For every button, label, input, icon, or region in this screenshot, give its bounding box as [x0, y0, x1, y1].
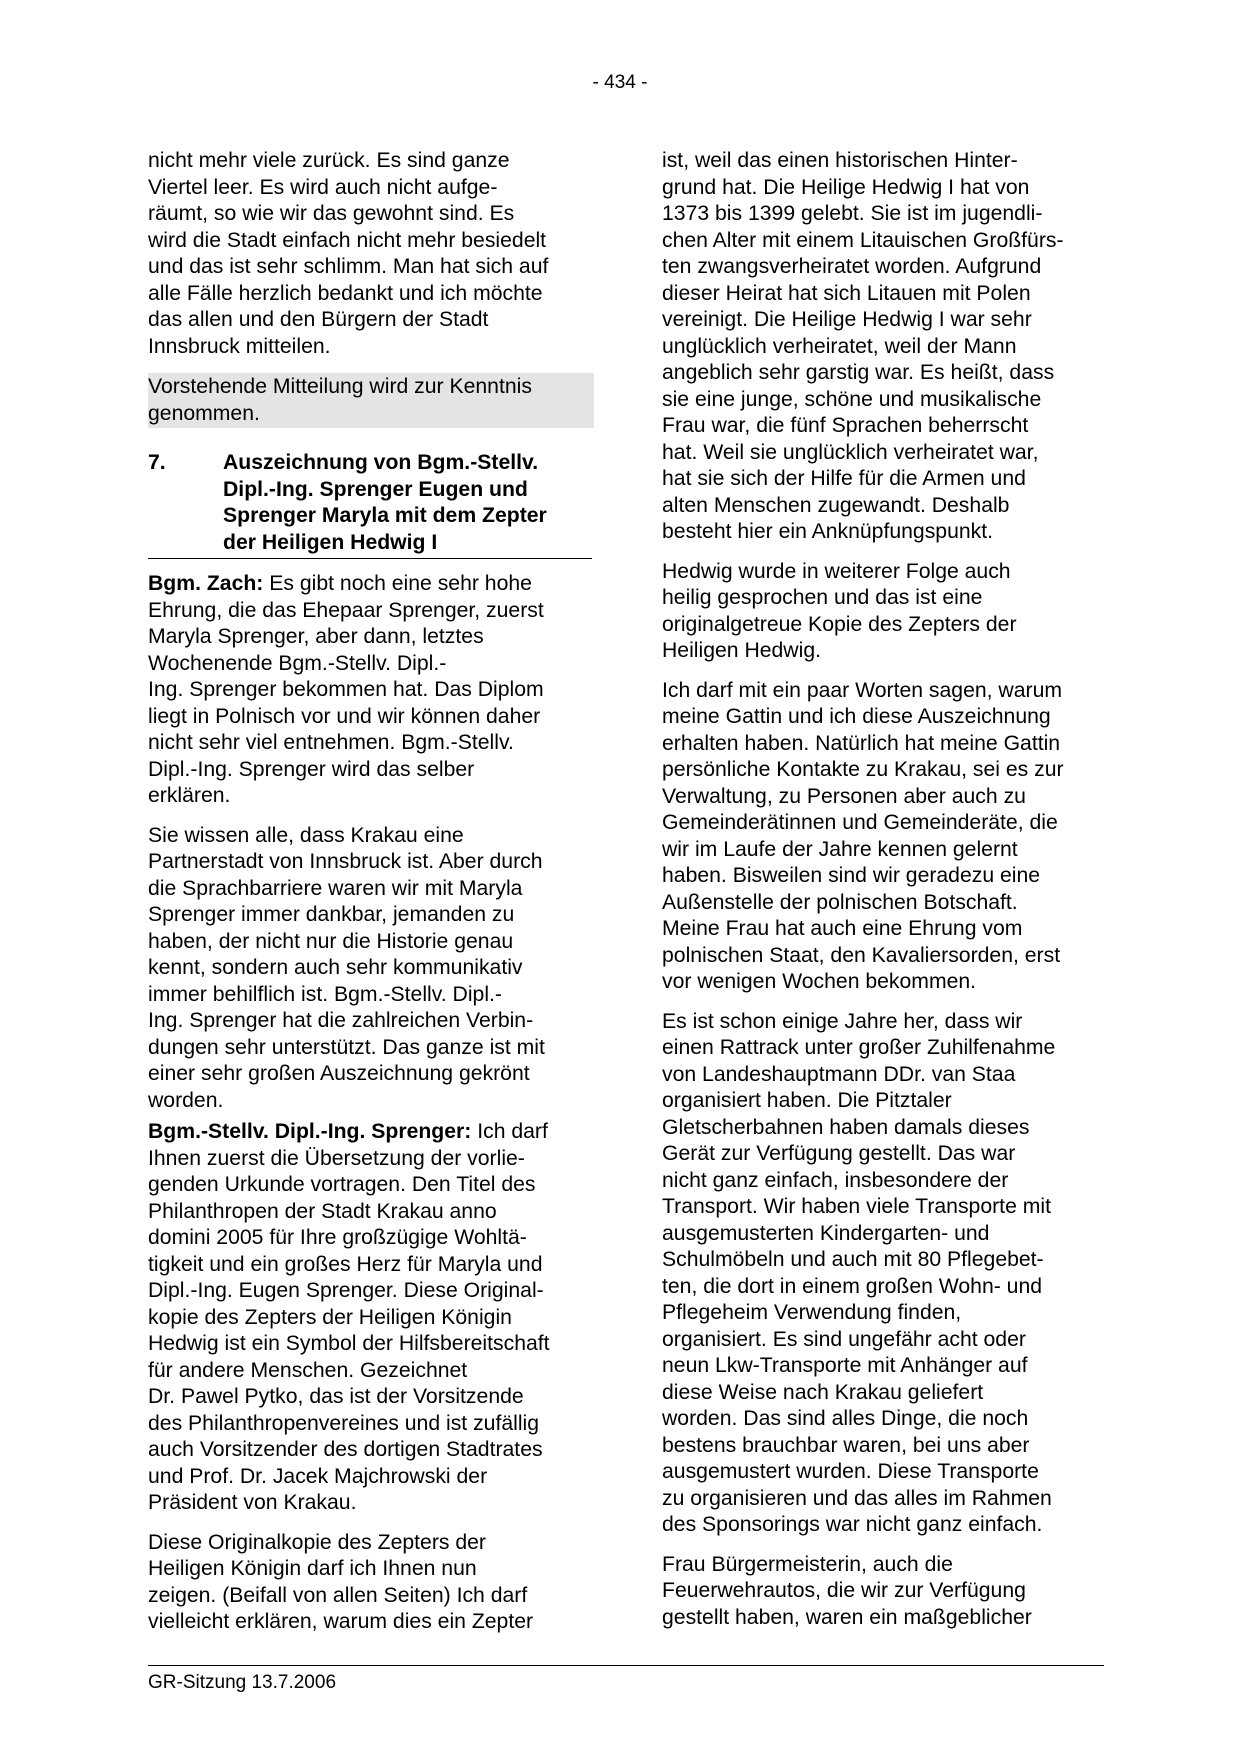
title-line: der Heiligen Hedwig I: [223, 530, 438, 554]
text-line: Sprenger immer dankbar, jemanden zu: [148, 903, 515, 926]
right-column: [662, 148, 1106, 1644]
text-line: Transport. Wir haben viele Transporte mit: [662, 1195, 1051, 1218]
text-line: Gemeinderätinnen und Gemeinderäte, die: [662, 811, 1058, 834]
text-line: zeigen. (Beifall von allen Seiten) Ich darf: [148, 1583, 528, 1607]
speech-zach: [148, 571, 592, 810]
text-line: Hedwig ist ein Symbol der Hilfsbereitschaft: [148, 1332, 550, 1355]
text-line: worden. Das sind alles Dinge, die noch: [662, 1407, 1029, 1430]
text-line: originalgetreue Kopie des Zepters der: [662, 612, 1017, 636]
text-line: Frau Bürgermeisterin, auch die: [662, 1552, 953, 1576]
agenda-item-title: [223, 450, 592, 556]
agenda-item-number: 7.: [148, 451, 166, 474]
text-line: dieser Heirat hat sich Litauen mit Polen: [662, 281, 1031, 305]
text-line: Dr. Pawel Pytko, das ist der Vorsitzende: [148, 1385, 524, 1408]
text-line: hat. Weil sie unglücklich verheiratet war,: [662, 440, 1039, 464]
text-line: hat sie sich der Hilfe für die Armen und: [662, 467, 1026, 490]
text-line: des Philanthropenvereines und ist zufällig: [148, 1411, 540, 1435]
title-line: Sprenger Maryla mit dem Zepter: [223, 504, 547, 527]
text-line: gestellt haben, waren ein maßgeblicher: [662, 1605, 1032, 1629]
text-line: nicht ganz einfach, insbesondere der: [662, 1168, 1009, 1192]
text-line: sie eine junge, schöne und musikalische: [662, 387, 1042, 411]
paragraph-award-reason: [662, 678, 1106, 996]
text-line: [148, 1119, 592, 1146]
text-line: ist, weil das einen historischen Hinter-: [662, 149, 1018, 172]
text-line: [148, 571, 592, 598]
text-line: Wochenende Bgm.-Stellv. Dipl.-: [148, 651, 447, 675]
text-fragment: Es gibt noch eine sehr hohe: [263, 572, 532, 595]
left-column: [148, 148, 592, 1649]
text-line: alle Fälle herzlich bedankt und ich möchte: [148, 281, 543, 305]
title-line: Dipl.-Ing. Sprenger Eugen und: [223, 477, 528, 501]
text-line: Pflegeheim Verwendung finden,: [662, 1301, 962, 1324]
text-line: haben. Bisweilen sind wir geradezu eine: [662, 864, 1041, 887]
text-line: Außenstelle der polnischen Botschaft.: [662, 890, 1018, 914]
text-line: ten zwangsverheiratet worden. Aufgrund: [662, 255, 1042, 278]
text-line: immer behilflich ist. Bgm.-Stellv. Dipl.-: [148, 982, 502, 1006]
text-line: alten Menschen zugewandt. Deshalb: [662, 493, 1010, 517]
text-line: angeblich sehr garstig war. Es heißt, dass: [662, 361, 1055, 384]
text-line: Vorstehende Mitteilung wird zur Kenntnis: [148, 375, 532, 398]
text-line: wir im Laufe der Jahre kennen gelernt: [662, 837, 1018, 861]
text-line: haben, der nicht nur die Historie genau: [148, 929, 514, 953]
text-line: worden.: [148, 1088, 224, 1112]
text-line: Partnerstadt von Innsbruck ist. Aber durch: [148, 850, 543, 873]
text-line: erklären.: [148, 784, 231, 807]
text-line: einen Rattrack unter großer Zuhilfenahme: [662, 1036, 1056, 1059]
text-line: vereinigt. Die Heilige Hedwig I war sehr: [662, 308, 1032, 331]
text-line: 1373 bis 1399 gelebt. Sie ist im jugendli-: [662, 202, 1043, 225]
text-line: zu organisieren und das alles im Rahmen: [662, 1486, 1052, 1510]
text-line: erhalten haben. Natürlich hat meine Gattin: [662, 731, 1061, 755]
text-fragment: Ich darf: [471, 1120, 548, 1143]
text-line: einer sehr großen Auszeichnung gekrönt: [148, 1062, 530, 1085]
text-line: ten, die dort in einem großen Wohn- und: [662, 1274, 1043, 1298]
text-line: Präsident von Krakau.: [148, 1491, 357, 1514]
text-line: diese Weise nach Krakau geliefert: [662, 1380, 984, 1404]
paragraph-transports: [662, 1009, 1106, 1539]
text-line: räumt, so wie wir das gewohnt sind. Es: [148, 202, 515, 225]
text-line: Ehrung, die das Ehepaar Sprenger, zuerst: [148, 598, 544, 622]
text-line: und das ist sehr schlimm. Man hat sich auf: [148, 255, 549, 278]
paragraph-hedwig-saint: [662, 559, 1106, 665]
text-line: liegt in Polnisch vor und wir können daher: [148, 704, 541, 728]
text-line: tigkeit und ein großes Herz für Maryla und: [148, 1252, 543, 1276]
text-line: Diese Originalkopie des Zepters der: [148, 1530, 486, 1554]
text-line: Ich darf mit ein paar Worten sagen, warum: [662, 678, 1062, 702]
text-line: neun Lkw-Transporte mit Anhänger auf: [662, 1354, 1028, 1377]
footer-session-date: GR-Sitzung 13.7.2006: [148, 1672, 337, 1693]
speaker-name: Bgm. Zach:: [148, 572, 264, 595]
text-line: bestens brauchbar waren, bei uns aber: [662, 1433, 1030, 1457]
text-line: ausgemusterten Kindergarten- und: [662, 1221, 990, 1245]
resolution-notice: [148, 373, 594, 428]
text-line: chen Alter mit einem Litauischen Großfürs-: [662, 228, 1064, 252]
text-line: Ing. Sprenger hat die zahlreichen Verbin-: [148, 1009, 534, 1032]
text-line: und Prof. Dr. Jacek Majchrowski der: [148, 1464, 488, 1488]
text-line: Gerät zur Verfügung gestellt. Das war: [662, 1142, 1016, 1165]
text-line: Dipl.-Ing. Sprenger wird das selber: [148, 757, 475, 781]
text-line: meine Gattin und ich diese Auszeichnung: [662, 705, 1051, 728]
text-line: dungen sehr unterstützt. Das ganze ist mit: [148, 1035, 545, 1059]
agenda-item-heading: [148, 450, 592, 559]
text-line: Heiligen Königin darf ich Ihnen nun: [148, 1557, 477, 1580]
text-line: Heiligen Hedwig.: [662, 639, 821, 662]
text-line: Schulmöbeln und auch mit 80 Pflegebet-: [662, 1248, 1044, 1271]
text-line: polnischen Staat, den Kavaliersorden, erst: [662, 943, 1061, 967]
footer-divider: [148, 1665, 1104, 1666]
text-line: ausgemustert wurden. Diese Transporte: [662, 1460, 1039, 1483]
paragraph-krakau: [148, 823, 592, 1115]
speaker-name: Bgm.-Stellv. Dipl.-Ing. Sprenger:: [148, 1120, 472, 1143]
text-line: wird die Stadt einfach nicht mehr besiedelt: [148, 228, 547, 252]
text-line: vor wenigen Wochen bekommen.: [662, 970, 977, 993]
paragraph-intro: [148, 148, 592, 360]
text-line: Dipl.-Ing. Eugen Sprenger. Diese Original-: [148, 1279, 544, 1302]
text-line: vielleicht erklären, warum dies ein Zepter: [148, 1610, 534, 1633]
text-line: nicht sehr viel entnehmen. Bgm.-Stellv.: [148, 731, 514, 754]
speech-sprenger: [148, 1119, 592, 1517]
text-line: Ihnen zuerst die Übersetzung der vorlie-: [148, 1146, 525, 1170]
text-line: nicht mehr viele zurück. Es sind ganze: [148, 149, 510, 172]
text-line: Meine Frau hat auch eine Ehrung vom: [662, 917, 1023, 940]
paragraph-hedwig-history: [662, 148, 1106, 546]
text-line: Es ist schon einige Jahre her, dass wir: [662, 1009, 1023, 1033]
text-line: organisiert. Es sind ungefähr acht oder: [662, 1327, 1026, 1351]
text-line: für andere Menschen. Gezeichnet: [148, 1358, 468, 1382]
text-line: Innsbruck mitteilen.: [148, 334, 331, 358]
text-line: Ing. Sprenger bekommen hat. Das Diplom: [148, 678, 544, 701]
text-line: unglücklich verheiratet, weil der Mann: [662, 334, 1017, 358]
text-line: Gletscherbahnen haben damals dieses: [662, 1115, 1030, 1139]
text-line: die Sprachbarriere waren wir mit Maryla: [148, 876, 523, 900]
text-line: besteht hier ein Anknüpfungspunkt.: [662, 520, 994, 543]
text-line: von Landeshauptmann DDr. van Staa: [662, 1062, 1016, 1086]
text-line: kennt, sondern auch sehr kommunikativ: [148, 956, 523, 979]
text-line: Verwaltung, zu Personen aber auch zu: [662, 784, 1026, 808]
text-line: Feuerwehrautos, die wir zur Verfügung: [662, 1579, 1026, 1602]
paragraph-zepter: [148, 1530, 592, 1636]
text-line: grund hat. Die Heilige Hedwig I hat von: [662, 175, 1030, 199]
text-line: Viertel leer. Es wird auch nicht aufge-: [148, 175, 498, 199]
text-line: kopie des Zepters der Heiligen Königin: [148, 1305, 512, 1329]
text-line: genommen.: [148, 401, 260, 425]
text-line: genden Urkunde vortragen. Den Titel des: [148, 1173, 536, 1196]
text-line: auch Vorsitzender des dortigen Stadtrates: [148, 1438, 543, 1461]
title-line: Auszeichnung von Bgm.-Stellv.: [223, 451, 539, 474]
text-line: das allen und den Bürgern der Stadt: [148, 308, 489, 331]
text-line: des Sponsorings war nicht ganz einfach.: [662, 1513, 1043, 1536]
text-line: organisiert haben. Die Pitztaler: [662, 1089, 952, 1112]
text-line: heilig gesprochen und das ist eine: [662, 586, 983, 609]
text-line: Sie wissen alle, dass Krakau eine: [148, 823, 464, 847]
text-line: Frau war, die fünf Sprachen beherrscht: [662, 414, 1029, 437]
text-line: persönliche Kontakte zu Krakau, sei es zur: [662, 758, 1064, 781]
text-line: Philanthropen der Stadt Krakau anno: [148, 1199, 497, 1223]
page-number: - 434 -: [592, 72, 648, 93]
text-line: Hedwig wurde in weiterer Folge auch: [662, 559, 1011, 583]
text-line: Maryla Sprenger, aber dann, letztes: [148, 625, 484, 648]
paragraph-fire-trucks: [662, 1552, 1106, 1632]
text-line: domini 2005 für Ihre großzügige Wohltä-: [148, 1226, 527, 1249]
